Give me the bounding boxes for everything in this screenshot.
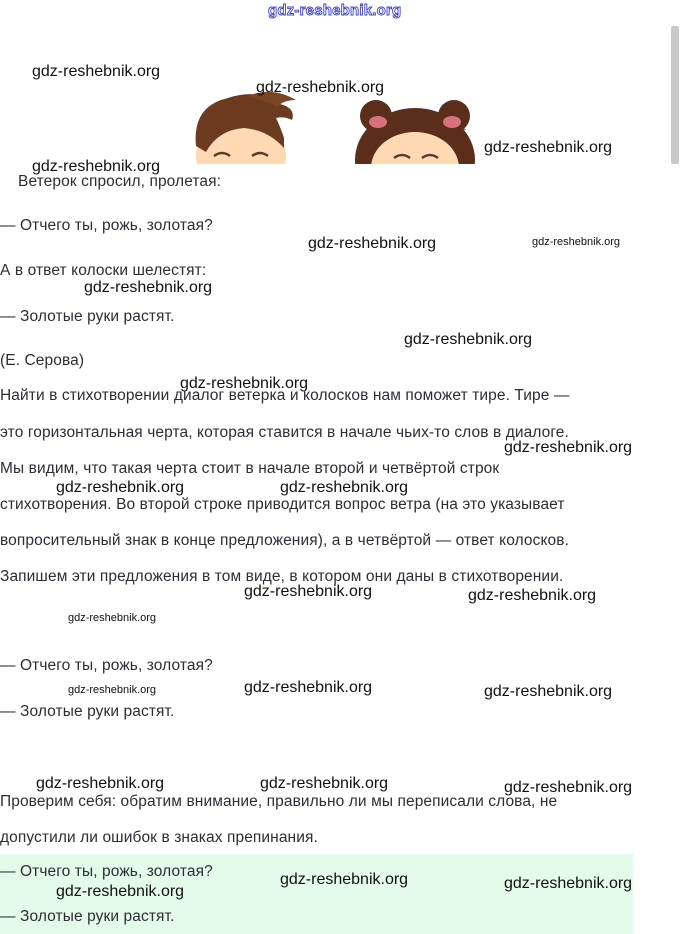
watermark: gdz-reshebnik.org bbox=[504, 779, 633, 796]
poem-author: (Е. Серова) bbox=[0, 352, 85, 369]
watermark: gdz-reshebnik.org bbox=[484, 683, 613, 700]
checked-answer-line: — Золотые руки растят. bbox=[0, 908, 175, 925]
watermark: gdz-reshebnik.org bbox=[32, 158, 161, 175]
watermark: gdz-reshebnik.org bbox=[484, 139, 613, 156]
watermark: gdz-reshebnik.org bbox=[532, 236, 621, 248]
watermark: gdz-reshebnik.org bbox=[180, 375, 309, 392]
answer-line: — Отчего ты, рожь, золотая? bbox=[0, 657, 213, 674]
scrollbar-thumb[interactable] bbox=[671, 26, 679, 164]
poem-line: — Отчего ты, рожь, золотая? bbox=[0, 217, 213, 234]
watermark: gdz-reshebnik.org bbox=[68, 684, 157, 696]
watermark: gdz-reshebnik.org bbox=[84, 279, 213, 296]
poem-line: — Золотые руки растят. bbox=[0, 308, 175, 325]
poem-line: Ветерок спросил, пролетая: bbox=[18, 173, 222, 190]
explanation-line: Мы видим, что такая черта стоит в начале второй и четвёртой строк bbox=[0, 460, 500, 477]
explanation-line: вопросительный знак в конце предложения), а в четвёртой — ответ колосков. bbox=[0, 532, 569, 549]
watermark: gdz-reshebnik.org bbox=[68, 612, 157, 624]
explanation-line: Найти в стихотворении диалог ветерка и колосков нам поможет тире. Тире — bbox=[0, 387, 570, 404]
top-watermark: gdz-reshebnik.org bbox=[268, 2, 402, 19]
watermark: gdz-reshebnik.org bbox=[56, 883, 185, 900]
girl-illustration bbox=[355, 100, 475, 164]
watermark: gdz-reshebnik.org bbox=[404, 331, 533, 348]
boy-illustration bbox=[188, 86, 498, 164]
answer-line: — Золотые руки растят. bbox=[0, 703, 175, 720]
watermark: gdz-reshebnik.org bbox=[280, 479, 409, 496]
checked-answer-line: — Отчего ты, рожь, золотая? bbox=[0, 863, 213, 880]
watermark: gdz-reshebnik.org bbox=[504, 875, 633, 892]
watermark: gdz-reshebnik.org bbox=[56, 479, 185, 496]
watermark: gdz-reshebnik.org bbox=[256, 79, 385, 96]
children-illustration bbox=[188, 86, 498, 164]
watermark: gdz-reshebnik.org bbox=[32, 63, 161, 80]
watermark: gdz-reshebnik.org bbox=[504, 439, 633, 456]
watermark: gdz-reshebnik.org bbox=[468, 587, 597, 604]
check-line: допустили ли ошибок в знаках препинания. bbox=[0, 829, 318, 846]
watermark: gdz-reshebnik.org bbox=[260, 775, 389, 792]
explanation-line: стихотворения. Во второй строке приводится вопрос ветра (на это указывает bbox=[0, 496, 565, 513]
poem-line: А в ответ колоски шелестят: bbox=[0, 262, 207, 279]
watermark: gdz-reshebnik.org bbox=[308, 235, 437, 252]
explanation-line: Запишем эти предложения в том виде, в котором они даны в стихотворении. bbox=[0, 568, 564, 585]
watermark: gdz-reshebnik.org bbox=[244, 583, 373, 600]
watermark: gdz-reshebnik.org bbox=[280, 871, 409, 888]
check-line: Проверим себя: обратим внимание, правильно ли мы переписали слова, не bbox=[0, 793, 558, 810]
explanation-line: это горизонтальная черта, которая ставится в начале чьих-то слов в диалоге. bbox=[0, 424, 569, 441]
watermark: gdz-reshebnik.org bbox=[36, 775, 165, 792]
watermark: gdz-reshebnik.org bbox=[244, 679, 373, 696]
scrollbar-track[interactable] bbox=[668, 22, 680, 934]
